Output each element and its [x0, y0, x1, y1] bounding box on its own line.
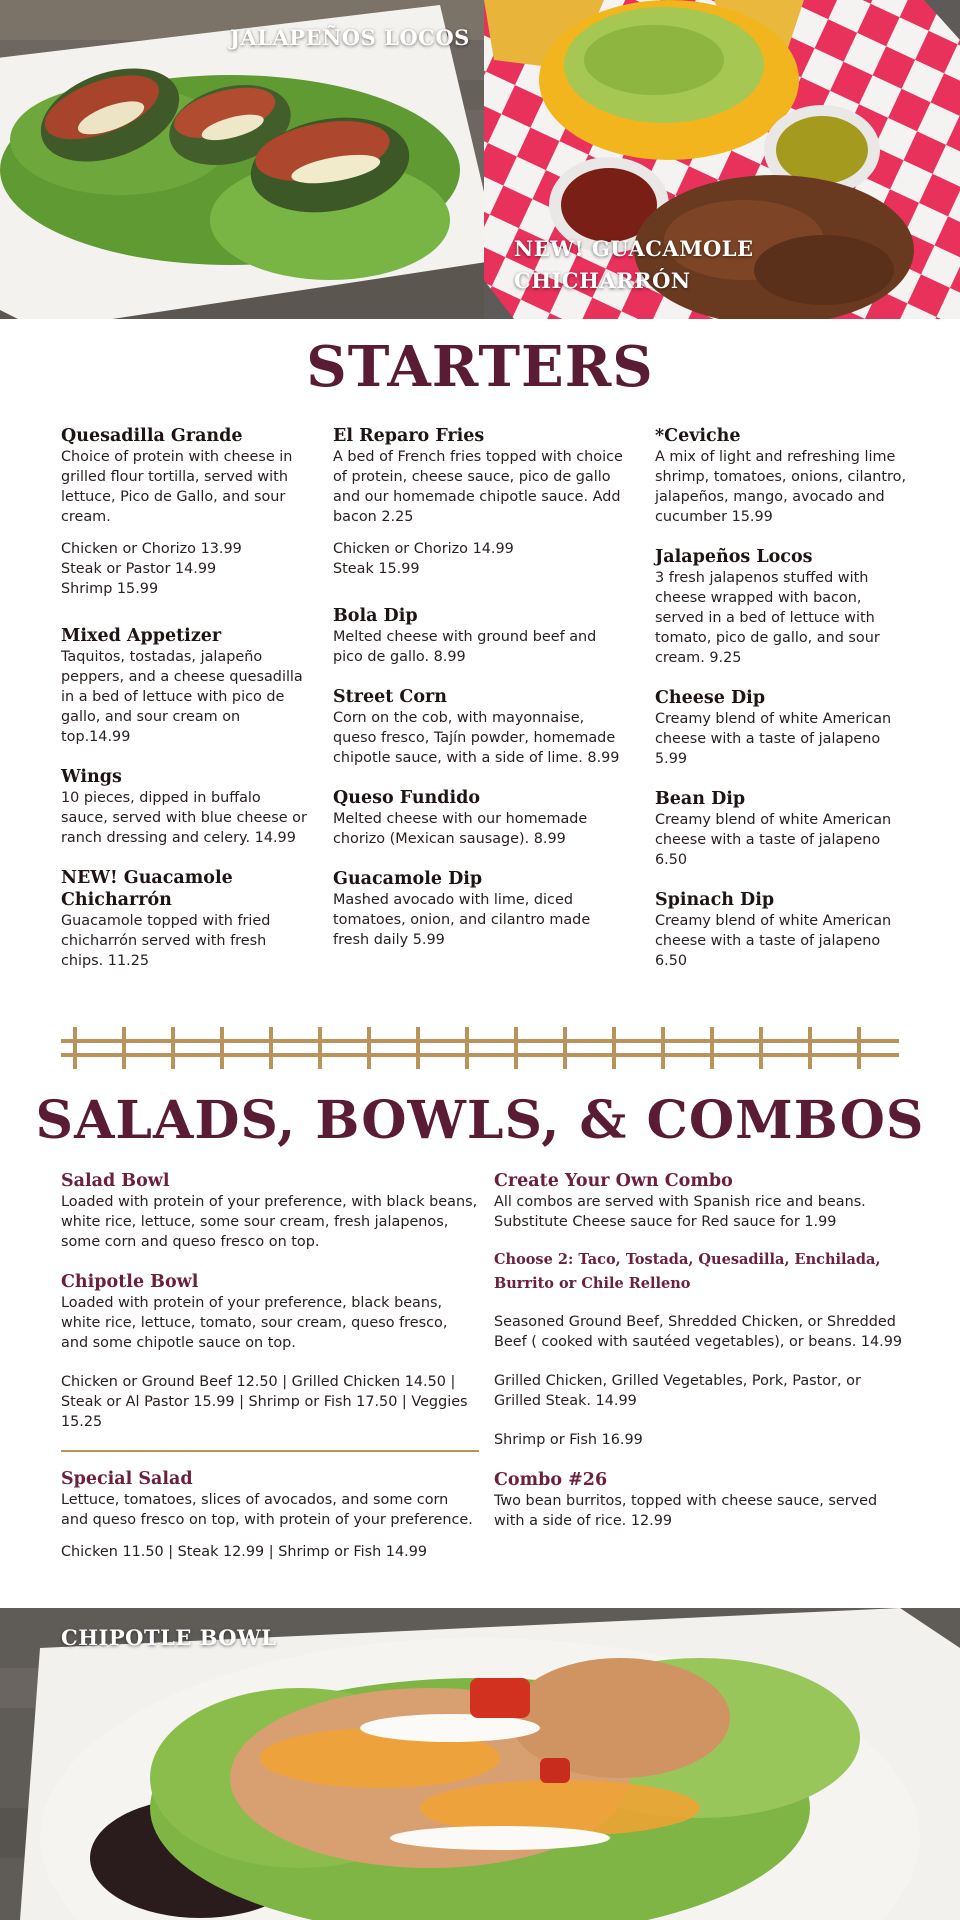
starters-column-1 — [61, 425, 311, 990]
price-list: Chicken 11.50 | Steak 12.99 | Shrimp or Fish 14.99 — [61, 1544, 428, 1560]
item-description: 10 pieces, dipped in buffalo sauce, served with blue cheese or ranch dressing and celery. 14.99 — [61, 790, 307, 846]
menu-item — [61, 625, 311, 747]
item-description: Guacamole topped with fried chicharrón served with fresh chips. 11.25 — [61, 913, 271, 969]
menu-item — [333, 787, 628, 849]
menu-item — [333, 868, 628, 950]
menu-item — [655, 788, 910, 870]
item-description: 3 fresh jalapenos stuffed with cheese wrapped with bacon, served in a bed of lettuce with tomato, pico de gallo, and sour cream. 9.25 — [655, 570, 880, 666]
item-description: Mashed avocado with lime, diced tomatoes, onion, and cilantro made fresh daily 5.99 — [333, 892, 591, 948]
item-name: Queso Fundido — [333, 788, 481, 808]
item-name: Jalapeños Locos — [655, 547, 813, 567]
menu-item — [61, 425, 311, 599]
jalapenos-locos-photo — [0, 0, 484, 319]
item-description: Creamy blend of white American cheese with a taste of jalapeno 6.50 — [655, 812, 892, 868]
salads-right-column — [494, 1170, 904, 1550]
combo-option: Shrimp or Fish 16.99 — [494, 1432, 643, 1448]
fence-divider-graphic — [61, 1027, 899, 1069]
guacamole-chicharron-photo — [484, 0, 960, 319]
special-salad-item — [61, 1468, 479, 1562]
item-name: Spinach Dip — [655, 890, 775, 910]
jalapenos-locos-caption: JALAPEÑOS LOCOS — [230, 25, 470, 50]
price-line: Shrimp 15.99 — [61, 581, 159, 597]
item-name: El Reparo Fries — [333, 426, 485, 446]
menu-item — [333, 605, 628, 667]
starters-column-2 — [333, 425, 628, 969]
item-name: *Ceviche — [655, 426, 741, 446]
salads-left-column — [61, 1170, 479, 1581]
item-description: A mix of light and refreshing lime shrimp, tomatoes, onions, cilantro, jalapeños, mango, avocado and cucumber 15.99 — [655, 449, 907, 525]
item-description: A bed of French fries topped with choice of protein, cheese sauce, pico de gallo and our homemade chipotle sauce. Add bacon 2.25 — [333, 449, 623, 525]
salads-bowls-combos-title: SALADS, BOWLS, & COMBOS — [35, 1090, 925, 1151]
item-name: Quesadilla Grande — [61, 426, 243, 446]
item-name: Street Corn — [333, 687, 447, 707]
section-divider — [61, 1450, 479, 1452]
item-name: Salad Bowl — [61, 1171, 170, 1191]
caption-line-2: CHICHARRÓN — [514, 268, 691, 293]
choose-two-note: Choose 2: Taco, Tostada, Quesadilla, Enchilada, Burrito or Chile Relleno — [494, 1251, 881, 1292]
item-description: Loaded with protein of your preference, with black beans, white rice, lettuce, some sour cream, fresh jalapenos, some corn and queso fresco on top. — [61, 1194, 478, 1250]
menu-item — [61, 867, 311, 971]
price-line: Chicken or Chorizo 13.99 — [61, 541, 242, 557]
starters-title: STARTERS — [306, 334, 654, 400]
price-line: Steak or Pastor 14.99 — [61, 561, 217, 577]
menu-item — [655, 546, 910, 668]
price-list — [61, 539, 311, 599]
item-description: Taquitos, tostadas, jalapeño peppers, and a cheese quesadilla in a bed of lettuce with pico de gallo, and sour cream on top.14.99 — [61, 649, 303, 745]
item-name: Bola Dip — [333, 606, 418, 626]
item-description: Creamy blend of white American cheese with a taste of jalapeno 5.99 — [655, 711, 892, 767]
item-description: Melted cheese with ground beef and pico de gallo. 8.99 — [333, 629, 597, 665]
item-description: Two bean burritos, topped with cheese sauce, served with a side of rice. 12.99 — [494, 1493, 878, 1529]
item-description: Creamy blend of white American cheese with a taste of jalapeno 6.50 — [655, 913, 892, 969]
price-list — [333, 539, 628, 579]
menu-item — [333, 686, 628, 768]
chipotle-bowl-caption: CHIPOTLE BOWL — [61, 1625, 277, 1650]
item-description: Corn on the cob, with mayonnaise, queso fresco, Tajín powder, homemade chipotle sauce, with a side of lime. 8.99 — [333, 710, 620, 766]
item-description: Melted cheese with our homemade chorizo (Mexican sausage). 8.99 — [333, 811, 588, 847]
combo-option: Seasoned Ground Beef, Shredded Chicken, or Shredded Beef ( cooked with sautéed vegetables), or beans. 14.99 — [494, 1314, 903, 1350]
item-name: Cheese Dip — [655, 688, 766, 708]
item-name: Chipotle Bowl — [61, 1272, 199, 1292]
starters-column-3 — [655, 425, 910, 990]
combo-26-item — [494, 1469, 904, 1531]
menu-item — [333, 425, 628, 579]
caption-line-1: NEW! GUACAMOLE — [514, 236, 754, 261]
create-your-own-combo-item — [494, 1170, 904, 1450]
menu-item — [655, 889, 910, 971]
item-name: NEW! Guacamole Chicharrón — [61, 868, 233, 910]
combo-option: Grilled Chicken, Grilled Vegetables, Pork, Pastor, or Grilled Steak. 14.99 — [494, 1373, 861, 1409]
price-line: Steak 15.99 — [333, 561, 420, 577]
item-name: Mixed Appetizer — [61, 626, 222, 646]
item-name: Bean Dip — [655, 789, 746, 809]
item-name: Combo #26 — [494, 1470, 608, 1490]
price-list: Chicken or Ground Beef 12.50 | Grilled Chicken 14.50 | Steak or Al Pastor 15.99 | Shrimp or Fish 17.50 | Veggies 15.25 — [61, 1374, 468, 1430]
item-name: Wings — [61, 767, 122, 787]
chipotle-bowl-item — [61, 1271, 479, 1432]
guacamole-chicharron-caption — [514, 233, 754, 297]
fence-divider — [61, 1027, 899, 1069]
item-description: Loaded with protein of your preference, black beans, white rice, lettuce, tomato, sour cream, queso fresco, and some chipotle sauce on top. — [61, 1295, 448, 1351]
price-line: Chicken or Chorizo 14.99 — [333, 541, 514, 557]
salad-bowl-item — [61, 1170, 479, 1252]
item-description: All combos are served with Spanish rice and beans. Substitute Cheese sauce for Red sauce for 1.99 — [494, 1194, 866, 1230]
item-description: Lettuce, tomatoes, slices of avocados, and some corn and queso fresco on top, with protein of your preference. — [61, 1492, 473, 1528]
chipotle-bowl-photo — [0, 1608, 960, 1920]
item-name: Guacamole Dip — [333, 869, 483, 889]
menu-item — [61, 766, 311, 848]
item-name: Special Salad — [61, 1469, 193, 1489]
item-description: Choice of protein with cheese in grilled flour tortilla, served with lettuce, Pico de Gallo, and sour cream. — [61, 449, 293, 525]
menu-item — [655, 425, 910, 527]
menu-item — [655, 687, 910, 769]
item-name: Create Your Own Combo — [494, 1171, 733, 1191]
